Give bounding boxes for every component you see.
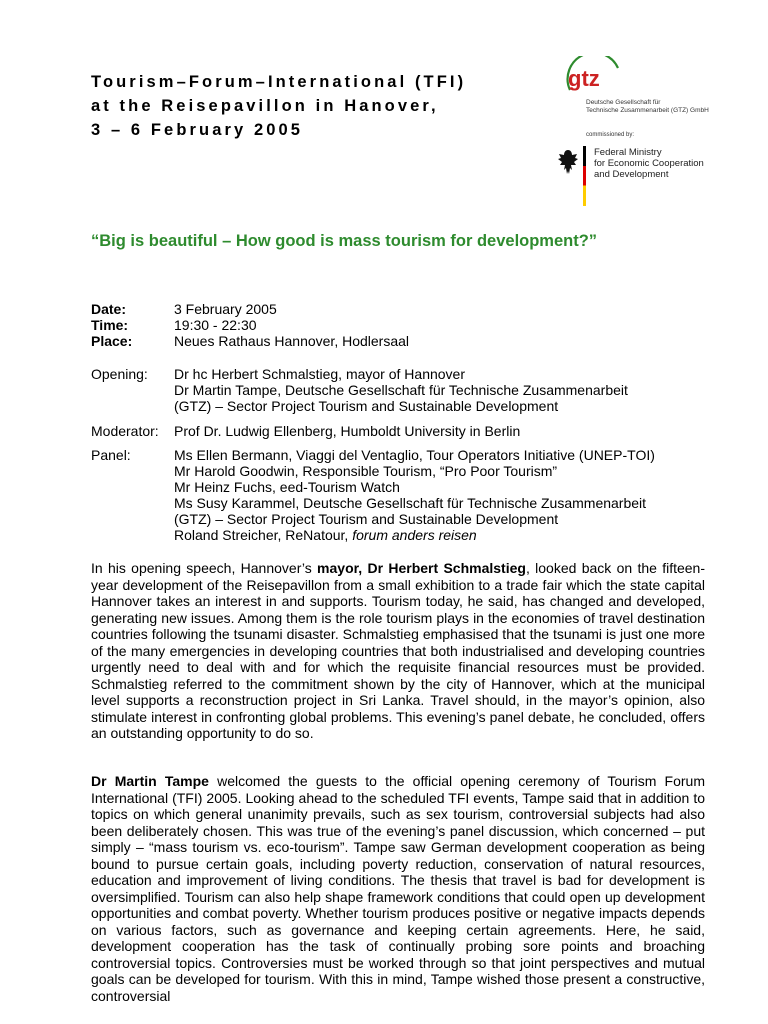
event-subtitle: “Big is beautiful – How good is mass tourism for development?” (91, 232, 598, 250)
panelist: Ms Ellen Bermann, Viaggi del Ventaglio, Tour Operators Initiative (UNEP-TOI) (174, 447, 655, 463)
logo-area (556, 56, 756, 216)
gtz-logo-text: gtz (568, 66, 600, 91)
panelist: (GTZ) – Sector Project Tourism and Sustainable Development (174, 511, 559, 527)
place-row (91, 333, 409, 349)
document-title (91, 70, 466, 142)
panel-section (91, 447, 655, 543)
opening-label: Opening: (91, 366, 148, 382)
place-label: Place: (91, 333, 133, 349)
gtz-caption (586, 99, 709, 115)
moderator-section (91, 423, 520, 439)
gtz-caption-line: Deutsche Gesellschaft für (586, 99, 661, 106)
panelist-name: Roland Streicher, ReNatour, (174, 527, 353, 543)
paragraph-bold: mayor, Dr Herbert Schmalstieg (317, 560, 526, 576)
title-line: Tourism–Forum–International (TFI) (91, 73, 467, 91)
ministry-line: and Development (594, 169, 669, 180)
ministry-name (594, 147, 704, 180)
paragraph-text: In his opening speech, Hannover’s (91, 560, 318, 576)
panelist-org: forum anders reisen (352, 527, 477, 543)
gtz-logo (562, 56, 624, 96)
opening-line: Dr Martin Tampe, Deutsche Gesellschaft für Technische Zusammenarbeit (174, 382, 628, 398)
moderator-value: Prof Dr. Ludwig Ellenberg, Humboldt University in Berlin (174, 423, 521, 439)
date-row (91, 301, 409, 317)
paragraph-bold: Dr Martin Tampe (91, 773, 209, 789)
paragraph-tampe (91, 773, 705, 1004)
panelist (174, 527, 655, 543)
panelist: Mr Heinz Fuchs, eed-Tourism Watch (174, 479, 400, 495)
opening-line: Dr hc Herbert Schmalstieg, mayor of Hannover (174, 366, 465, 382)
title-line: 3 – 6 February 2005 (91, 121, 304, 139)
paragraph-text: welcomed the guests to the official opening ceremony of Tourism Forum International (TFI) 2005. Looking ahead to the scheduled TFI events, Tampe said that in addition to topics on which general unanimity prevails, such as sex tourism, controversial subjects had also been deliberately chosen. This was true of the evening’s panel discussion, which concerned – put simply – “mass tourism vs. eco-tourism”. Tampe saw German development cooperation as being bound to pursue certain goals, including poverty reduction, conservation of natural resources, education and improvement of living conditions. The thesis that travel is bad for development is oversimplified. Tourism can also help shape framework conditions that could open up development opportunities and combat poverty. Whether tourism produces positive or negative impacts depends on various factors, such as governance and keeping certain agreements. Here, he said, development cooperation has the task of continually probing sore points and broaching controversial topics. Controversies must be worked through so that joint perspectives and mutual goals can be developed for tourism. With this in mind, Tampe wished those present a constructive, controversial (91, 773, 705, 1004)
opening-section (91, 366, 628, 414)
german-flag-bar (583, 146, 586, 206)
gtz-caption-line: Technische Zusammenarbeit (GTZ) GmbH (586, 107, 709, 114)
paragraph-text: , looked back on the fifteen-year development of the Reisepavillon from a small exhibition to a trade fair which the state capital Hannover takes an interest in and supports. Tourism today, he said, has changed and developed, generating new issues. Among them is the role tourism plays in the economies of travel destination countries following the tsunami disaster. Schmalstieg emphasised that the tsunami is just one more of the many emergencies in developing countries that both industrialised and developing countries urgently need to deal with and for which the requisite financial resources must be provided. Schmalstieg referred to the commitment shown by the city of Hannover, which at the municipal level supports a reconstruction project in Sri Lanka. Travel should, in the mayor’s opinion, also stimulate interest in confronting global problems. This evening’s panel debate, he concluded, offers an outstanding opportunity to do so. (91, 560, 706, 741)
date-label: Date: (91, 301, 127, 317)
federal-eagle-icon (556, 148, 580, 178)
title-line: at the Reisepavillon in Hanover, (91, 97, 439, 115)
commissioned-by-label: commissioned by: (586, 132, 635, 138)
panel-label: Panel: (91, 447, 131, 463)
event-details (91, 301, 409, 349)
moderator-label: Moderator: (91, 423, 159, 439)
time-value: 19:30 - 22:30 (174, 317, 257, 333)
panelist: Mr Harold Goodwin, Responsible Tourism, “Pro Poor Tourism” (174, 463, 558, 479)
time-label: Time: (91, 317, 129, 333)
place-value: Neues Rathaus Hannover, Hodlersaal (174, 333, 410, 349)
time-row (91, 317, 409, 333)
ministry-line: Federal Ministry (594, 147, 662, 158)
ministry-line: for Economic Cooperation (594, 158, 704, 169)
panelist: Ms Susy Karammel, Deutsche Gesellschaft für Technische Zusammenarbeit (174, 495, 647, 511)
paragraph-mayor (91, 560, 705, 742)
opening-line: (GTZ) – Sector Project Tourism and Sustainable Development (174, 398, 559, 414)
date-value: 3 February 2005 (174, 301, 277, 317)
